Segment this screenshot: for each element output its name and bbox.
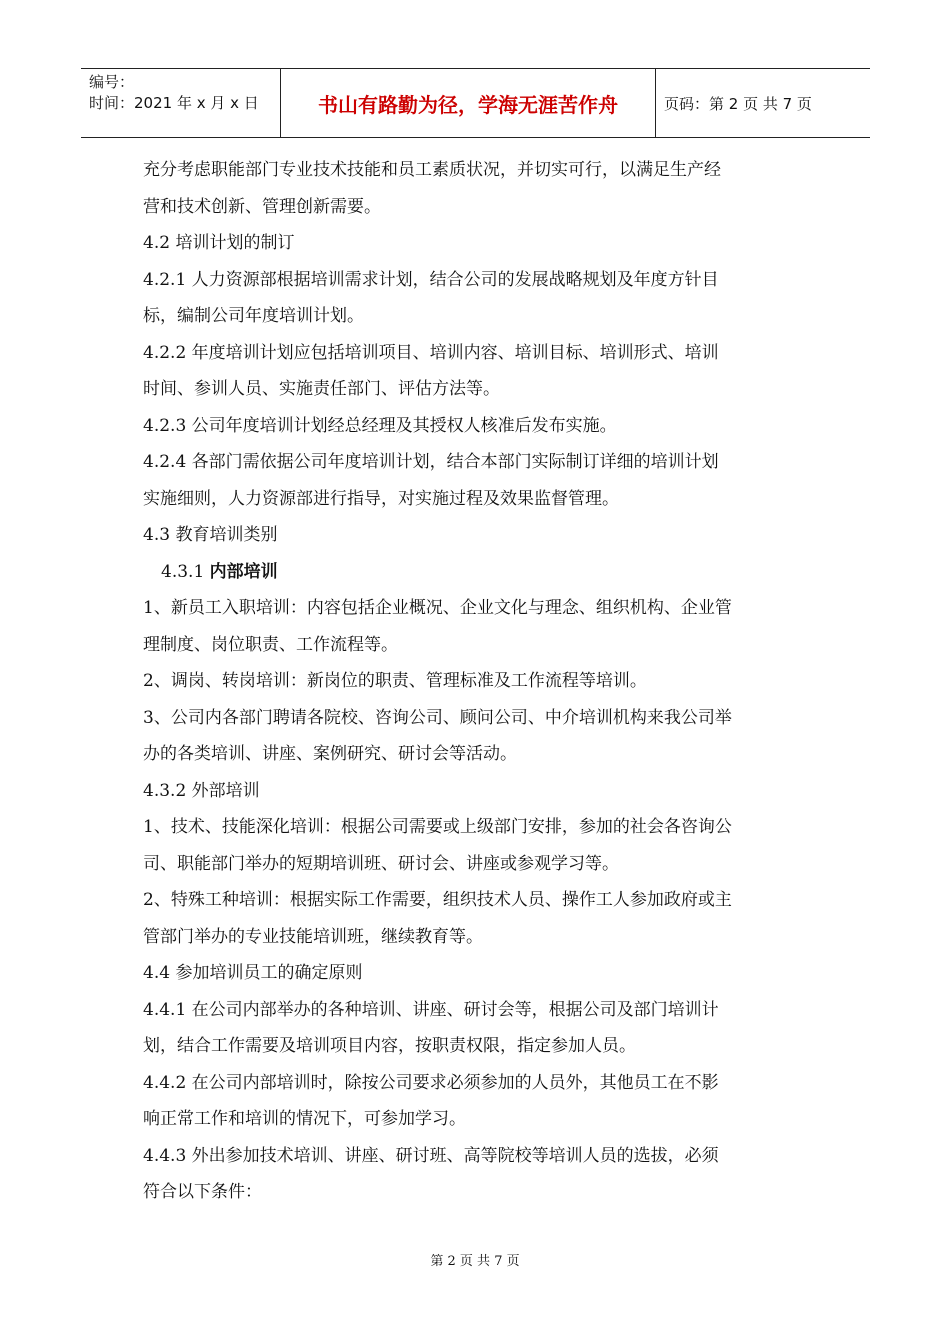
body-text-line: 2、调岗、转岗培训：新岗位的职责、管理标准及工作流程等培训。 [143,671,647,691]
body-text-line: 4.2.4 各部门需依据公司年度培训计划，结合本部门实际制订详细的培训计划 [143,452,719,472]
page-footer: 第 2 页 共 7 页 [430,1254,520,1269]
body-text-line: 4.2.1 人力资源部根据培训需求计划，结合公司的发展战略规划及年度方针目 [143,269,719,290]
body-text-line: 4.4.3 外出参加技术培训、讲座、研讨班、高等院校等培训人员的选拔，必须 [143,1145,719,1166]
page-header [81,68,870,138]
body-text-line: 2、特殊工种培训：根据实际工作需要，组织技术人员、操作工人参加政府或主 [143,890,732,910]
sub-heading-number: 4.3.1 [161,561,210,582]
body-text-line: 划，结合工作需要及培训项目内容，按职责权限，指定参加人员。 [143,1036,636,1056]
body-text-line: 4.4.2 在公司内部培训时，除按公司要求必须参加的人员外，其他员工在不影 [143,1072,719,1093]
body-text-line: 4.2.3 公司年度培训计划经总经理及其授权人核准后发布实施。 [143,415,617,436]
body-text-line: 符合以下条件： [143,1182,262,1202]
body-text-line: 理制度、岗位职责、工作流程等。 [143,634,398,655]
body-section-2 [143,590,808,1211]
body-text-line: 办的各类培训、讲座、案例研究、研讨会等活动。 [143,744,517,764]
body-text-line: 4.3 教育培训类别 [143,525,278,545]
body-text-line: 管部门举办的专业技能培训班，继续教育等。 [143,926,483,947]
body-text-line: 4.4 参加培训员工的确定原则 [143,963,363,983]
header-motto: 书山有路勤为径，学海无涯苦作舟 [281,69,656,137]
header-page-indicator: 页码：第 2 页 共 7 页 [664,94,812,113]
body-section-1 [143,152,808,554]
sub-heading-text: 内部培训 [209,561,278,582]
body-text-line: 4.2 培训计划的制订 [143,233,295,253]
document-number-label: 编号： [89,73,135,91]
body-text-line: 4.4.1 在公司内部举办的各种培训、讲座、研讨会等，根据公司及部门培训计 [143,999,719,1020]
body-text-line: 4.2.2 年度培训计划应包括培训项目、培训内容、培训目标、培训形式、培训 [143,342,719,363]
body-text-line: 1、技术、技能深化培训：根据公司需要或上级部门安排，参加的社会各咨询公 [143,817,732,837]
body-text-line: 实施细则，人力资源部进行指导，对实施过程及效果监督管理。 [143,488,619,509]
sub-heading-internal-training [143,554,808,591]
body-text-line: 营和技术创新、管理创新需要。 [143,196,381,217]
body-text-line: 4.3.2 外部培训 [143,780,260,801]
body-text-line: 1、新员工入职培训：内容包括企业概况、企业文化与理念、组织机构、企业管 [143,598,732,618]
body-text-line: 响正常工作和培训的情况下，可参加学习。 [143,1109,466,1129]
body-text-line: 时间、参训人员、实施责任部门、评估方法等。 [143,379,500,399]
header-meta [81,69,281,137]
body-text-line: 3、公司内各部门聘请各院校、咨询公司、顾问公司、中介培训机构来我公司举 [143,707,732,728]
body-text-line: 标，编制公司年度培训计划。 [143,306,364,326]
document-time-label: 时间：2021 年 x 月 x 日 [89,94,259,112]
body-text-line: 司、职能部门举办的短期培训班、研讨会、讲座或参观学习等。 [143,853,619,874]
document-body [143,152,808,1211]
body-text-line: 充分考虑职能部门专业技术技能和员工素质状况，并切实可行，以满足生产经 [143,160,721,180]
